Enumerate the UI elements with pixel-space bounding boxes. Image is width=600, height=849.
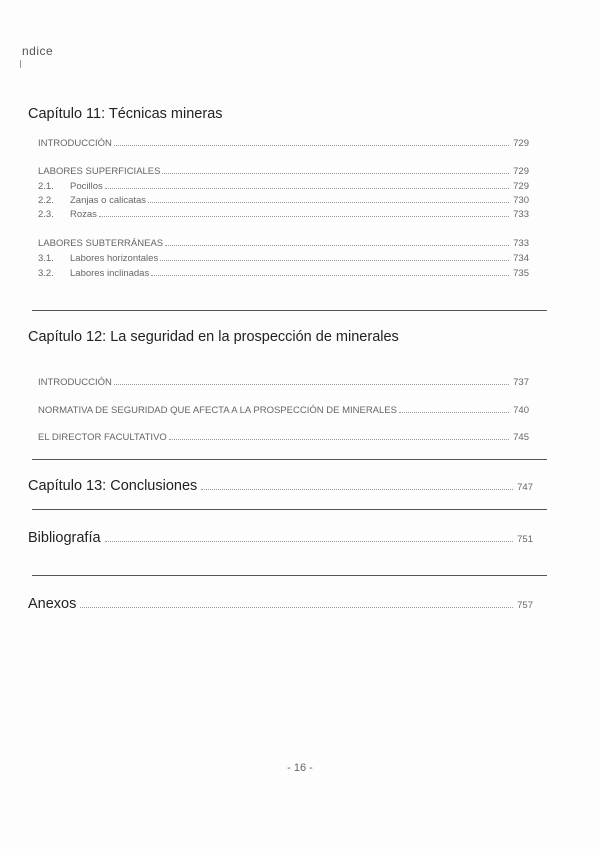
entry-page: 733 (513, 238, 529, 249)
leader-dots (105, 531, 514, 542)
entry-number: 3.2. (38, 268, 54, 279)
margin-mark (20, 60, 21, 68)
entry-page: 747 (517, 482, 533, 493)
leader-dots (160, 253, 509, 261)
toc-entry-bibliography (28, 530, 533, 546)
leader-dots (201, 479, 513, 490)
toc-entry (38, 432, 529, 443)
entry-number: 2.3. (38, 209, 54, 220)
section-divider (32, 310, 547, 311)
entry-page: 733 (513, 209, 529, 220)
leader-dots (169, 432, 509, 440)
leader-dots (99, 209, 509, 217)
leader-dots (165, 238, 509, 246)
annexes-title: Anexos (28, 596, 77, 612)
toc-entry-annexes (28, 596, 533, 612)
entry-page: 745 (513, 432, 529, 443)
entry-page: 729 (513, 138, 529, 149)
entry-label: Labores horizontales (70, 253, 159, 264)
toc-entry (38, 405, 529, 416)
chapter-13-title: Capítulo 13: Conclusiones (28, 478, 198, 494)
toc-entry-chapter-13 (28, 478, 533, 494)
chapter-11-title: Capítulo 11: Técnicas mineras (28, 106, 223, 122)
entry-label: Pocillos (70, 181, 103, 192)
entry-page: 735 (513, 268, 529, 279)
toc-entry (38, 138, 529, 149)
entry-page: 740 (513, 405, 529, 416)
leader-dots (80, 597, 513, 608)
entry-label: INTRODUCCIÓN (38, 377, 112, 388)
leader-dots (151, 268, 509, 276)
toc-entry (38, 377, 529, 388)
toc-entry (38, 209, 529, 220)
leader-dots (162, 166, 509, 174)
leader-dots (114, 138, 509, 146)
entry-label: Rozas (70, 209, 97, 220)
entry-label: EL DIRECTOR FACULTATIVO (38, 432, 167, 443)
entry-label: INTRODUCCIÓN (38, 138, 112, 149)
entry-label: NORMATIVA DE SEGURIDAD QUE AFECTA A LA PROSPECCIÓN DE MINERALES (38, 405, 397, 416)
entry-page: 751 (517, 534, 533, 545)
index-heading: ndice (22, 44, 54, 58)
toc-entry (38, 253, 529, 264)
entry-page: 737 (513, 377, 529, 388)
section-divider (32, 575, 547, 576)
entry-page: 729 (513, 166, 529, 177)
toc-entry (38, 166, 529, 177)
page-number: - 16 - (287, 762, 313, 774)
toc-entry (38, 238, 529, 249)
bibliography-title: Bibliografía (28, 530, 101, 546)
entry-page: 757 (517, 600, 533, 611)
section-divider (32, 509, 547, 510)
entry-label: LABORES SUBTERRÁNEAS (38, 238, 164, 249)
toc-entry (38, 195, 529, 206)
entry-number: 2.1. (38, 181, 54, 192)
section-divider (32, 459, 547, 460)
entry-label: Zanjas o calicatas (70, 195, 147, 206)
leader-dots (105, 181, 509, 189)
toc-entry (38, 268, 529, 279)
entry-page: 734 (513, 253, 529, 264)
entry-page: 730 (513, 195, 529, 206)
toc-entry (38, 181, 529, 192)
leader-dots (148, 195, 509, 203)
entry-label: Labores inclinadas (70, 268, 150, 279)
entry-label: LABORES SUPERFICIALES (38, 166, 161, 177)
entry-number: 2.2. (38, 195, 54, 206)
entry-number: 3.1. (38, 253, 54, 264)
leader-dots (114, 377, 509, 385)
leader-dots (399, 405, 509, 413)
entry-page: 729 (513, 181, 529, 192)
chapter-12-title: Capítulo 12: La seguridad en la prospección de minerales (28, 329, 399, 345)
